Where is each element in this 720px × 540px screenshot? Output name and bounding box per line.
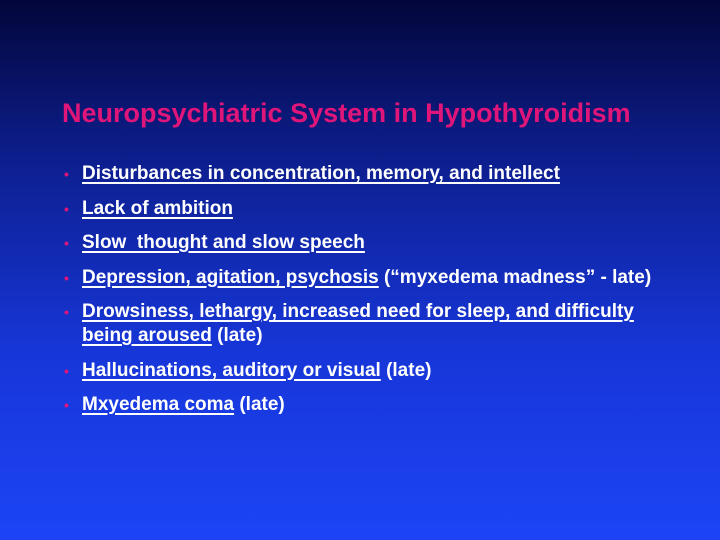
bullet-text-underlined: Mxyedema coma [82, 394, 235, 415]
bullet-item [62, 393, 662, 417]
bullet-text-underlined: Drowsiness, lethargy, increased need for sleep, and difficulty being aroused [82, 301, 634, 346]
slide-title: Neuropsychiatric System in Hypothyroidism [62, 98, 631, 128]
bullet-item [62, 300, 662, 348]
bullet-text-suffix: (late) [234, 394, 285, 415]
bullet-text-underlined: Depression, agitation, psychosis [82, 266, 379, 288]
bullet-dot: • [64, 304, 69, 320]
bullet-text-suffix: (late) [211, 325, 263, 346]
bullet-item [62, 197, 662, 221]
bullet-text-suffix: (late) [380, 359, 432, 381]
bullet-text-underlined: Slow thought and slow speech [82, 232, 365, 253]
bullet-item [62, 162, 662, 186]
bullet-dot: • [64, 235, 69, 251]
bullet-dot: • [64, 166, 69, 182]
bullet-dot: • [64, 269, 69, 286]
bullet-text-underlined: Lack of ambition [82, 197, 233, 219]
bullet-text-underlined: Hallucinations, auditory or visual [82, 359, 381, 381]
bullet-list [62, 162, 662, 428]
bullet-dot: • [64, 397, 69, 413]
bullet-dot: • [64, 200, 69, 217]
bullet-dot: • [64, 362, 69, 379]
bullet-text-suffix: (“myxedema madness” - late) [378, 266, 652, 288]
bullet-item [62, 231, 662, 255]
bullet-text-underlined: Disturbances in concentration, memory, and intellect [82, 163, 560, 184]
bullet-item [62, 266, 662, 290]
bullet-item [62, 359, 662, 383]
